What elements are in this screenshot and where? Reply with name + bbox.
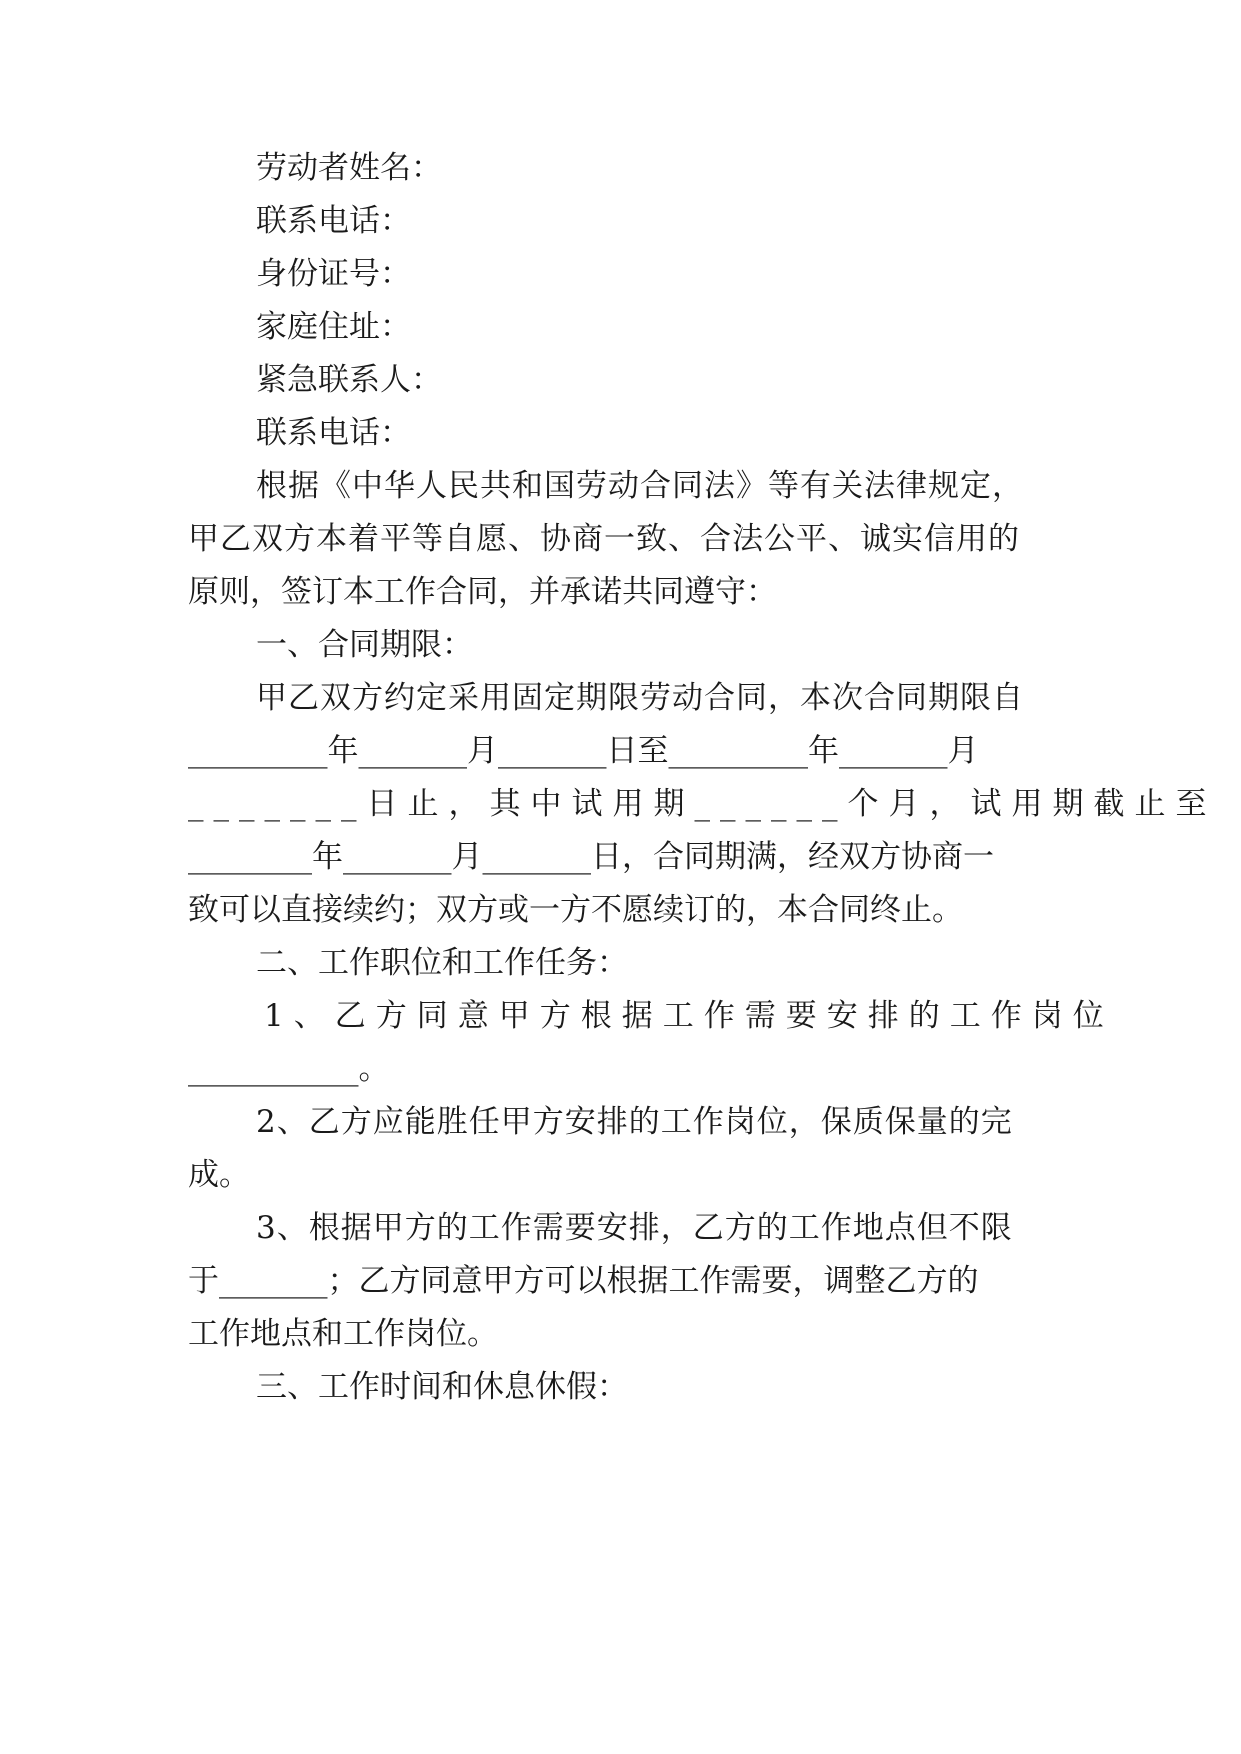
preamble-line bbox=[0, 517, 1241, 561]
id-number-field bbox=[0, 252, 1241, 296]
contract-term-text: _________年_______月_______日至_________年_______月 bbox=[188, 733, 979, 769]
job-duties-text: 于_______；乙方同意甲方可以根据工作需要，调整乙方的 bbox=[188, 1263, 979, 1299]
preamble-line bbox=[0, 570, 1241, 614]
emergency-contact-label: 紧急联系人： bbox=[256, 362, 442, 398]
contract-term-text: ________年_______月_______日，合同期满，经双方协商一 bbox=[188, 839, 994, 875]
job-duties-line bbox=[0, 1100, 1241, 1144]
worker-name-field bbox=[0, 146, 1241, 190]
job-duties-line bbox=[0, 1259, 1241, 1303]
job-duties-text: 成。 bbox=[188, 1157, 250, 1193]
contract-term-line bbox=[0, 782, 1241, 826]
job-duties-text: 2、乙方应能胜任甲方安排的工作岗位，保质保量的完 bbox=[256, 1104, 1013, 1140]
job-duties-heading: 二、工作职位和工作任务： bbox=[256, 945, 628, 981]
worker-name-label: 劳动者姓名： bbox=[256, 150, 442, 186]
job-duties-text: 1、乙方同意甲方根据工作需要安排的工作岗位 bbox=[264, 998, 1114, 1034]
home-address-field bbox=[0, 305, 1241, 349]
job-duties-line bbox=[0, 1312, 1241, 1356]
phone-label: 联系电话： bbox=[256, 203, 411, 239]
contract-term-text: _______日止，其中试用期______个月，试用期截止至 bbox=[188, 786, 1217, 822]
contract-term-line bbox=[0, 888, 1241, 932]
section-heading bbox=[0, 941, 1241, 985]
id-number-label: 身份证号： bbox=[256, 256, 411, 292]
preamble-text: 原则，签订本工作合同，并承诺共同遵守： bbox=[188, 574, 777, 610]
contract-term-line bbox=[0, 835, 1241, 879]
contract-term-line bbox=[0, 729, 1241, 773]
contract-term-text: 甲乙双方约定采用固定期限劳动合同，本次合同期限自 bbox=[256, 680, 1024, 716]
emergency-contact-field bbox=[0, 358, 1241, 402]
contract-term-heading: 一、合同期限： bbox=[256, 627, 473, 663]
section-heading bbox=[0, 1365, 1241, 1409]
job-duties-text: 工作地点和工作岗位。 bbox=[188, 1316, 498, 1352]
working-hours-heading: 三、工作时间和休息休假： bbox=[256, 1369, 628, 1405]
emergency-phone-field bbox=[0, 411, 1241, 455]
contract-term-line bbox=[0, 676, 1241, 720]
contract-term-text: 致可以直接续约；双方或一方不愿续订的，本合同终止。 bbox=[188, 892, 963, 928]
preamble-text: 甲乙双方本着平等自愿、协商一致、合法公平、诚实信用的 bbox=[188, 521, 1020, 557]
job-duties-line bbox=[0, 1206, 1241, 1250]
section-heading bbox=[0, 623, 1241, 667]
job-duties-text: ___________。 bbox=[188, 1051, 390, 1087]
job-duties-text: 3、根据甲方的工作需要安排，乙方的工作地点但不限 bbox=[256, 1210, 1013, 1246]
preamble-text: 根据《中华人民共和国劳动合同法》等有关法律规定， bbox=[256, 468, 1024, 504]
phone-field bbox=[0, 199, 1241, 243]
job-duties-line bbox=[0, 994, 1241, 1038]
emergency-phone-label: 联系电话： bbox=[256, 415, 411, 451]
home-address-label: 家庭住址： bbox=[256, 309, 411, 345]
preamble-line bbox=[0, 464, 1241, 508]
job-duties-line bbox=[0, 1047, 1241, 1091]
job-duties-line bbox=[0, 1153, 1241, 1197]
